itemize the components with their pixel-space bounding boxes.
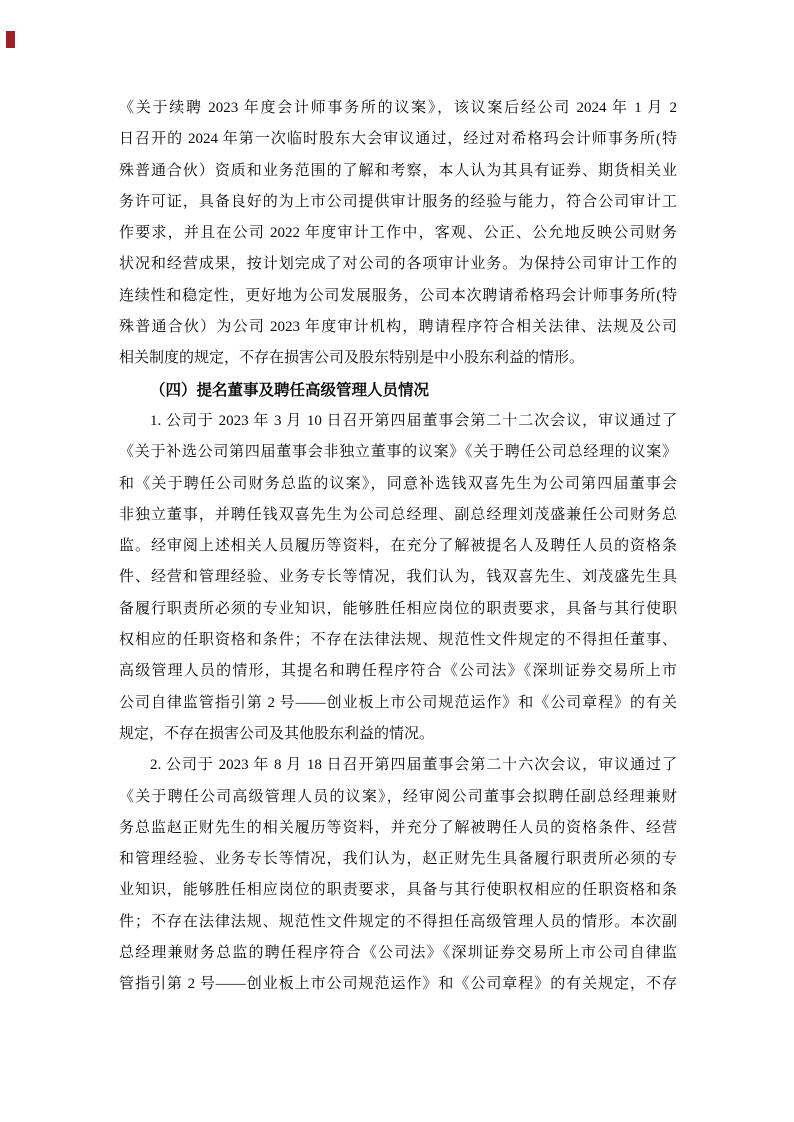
text-line: 作要求，并且在公司 2022 年度审计工作中，客观、公正、公允地反映公司财务 (119, 225, 677, 242)
text-line: 和《关于聘任公司财务总监的议案》，同意补选钱双喜先生为公司第四届董事会 (119, 475, 677, 492)
text-line: 和管理经验、业务专长等情况，我们认为，赵正财先生具备履行职责所必须的专 (119, 851, 677, 868)
text-line: 殊普通合伙）资质和业务范围的了解和考察，本人认为其具有证券、期货相关业 (119, 162, 677, 179)
section-heading-director-nomination (119, 375, 677, 406)
text-line: 监。经审阅上述相关人员履历等资料，在充分了解被提名人及聘任人员的资格条 (119, 538, 677, 555)
text-line: 《关于续聘 2023 年度会计师事务所的议案》，该议案后经公司 2024 年 1 月 2 (119, 100, 677, 116)
text-line: 务许可证，具备良好的为上市公司提供审计服务的经验与能力，符合公司审计工 (119, 193, 677, 210)
text-line: 殊普通合伙）为公司 2023 年度审计机构，聘请程序符合相关法律、法规及公司 (119, 319, 677, 336)
text-line: 权相应的任职资格和条件；不存在法律法规、规范性文件规定的不得担任董事、 (119, 632, 677, 649)
text-line: 件；不存在法律法规、规范性文件规定的不得担任高级管理人员的情形。本次副 (119, 913, 677, 930)
text-line: 公司自律监管指引第 2 号——创业板上市公司规范运作》和《公司章程》的有关 (119, 694, 677, 711)
text-line: 相关制度的规定，不存在损害公司及股东特别是中小股东利益的情形。 (119, 350, 585, 367)
text-line: 规定，不存在损害公司及其他股东利益的情况。 (119, 725, 435, 742)
text-line: 备履行职责所必须的专业知识，能够胜任相应岗位的职责要求，具备与其行使职 (119, 600, 677, 617)
section-heading: （四）提名董事及聘任高级管理人员情况 (150, 381, 430, 399)
text-line: 日召开的 2024 年第一次临时股东大会审议通过，经过对希格玛会计师事务所(特 (119, 131, 677, 148)
document-body (119, 93, 677, 1001)
text-line: 业知识，能够胜任相应岗位的职责要求，具备与其行使职权相应的任职资格和条 (119, 882, 677, 899)
text-line: 2. 公司于 2023 年 8 月 18 日召开第四届董事会第二十六次会议，审议通过了 (150, 757, 677, 774)
paragraph-audit-opinion (119, 93, 677, 375)
text-line: 《关于聘任公司高级管理人员的议案》，经审阅公司董事会拟聘任副总经理兼财 (119, 788, 677, 805)
text-line: 1. 公司于 2023 年 3 月 10 日召开第四届董事会第二十二次会议，审议通过了 (150, 412, 677, 429)
text-line: 非独立董事，并聘任钱双喜先生为公司总经理、副总经理刘茂盛兼任公司财务总 (119, 506, 677, 523)
text-line: 高级管理人员的情形，其提名和聘任程序符合《公司法》《深圳证券交易所上市 (119, 663, 677, 680)
text-line: 件、经营和管理经验、业务专长等情况，我们认为，钱双喜先生、刘茂盛先生具 (119, 569, 677, 586)
text-line: 《关于补选公司第四届董事会非独立董事的议案》《关于聘任公司总经理的议案》 (119, 444, 677, 461)
text-line: 连续性和稳定性，更好地为公司发展服务，公司本次聘请希格玛会计师事务所(特 (119, 287, 677, 304)
corner-mark-icon (6, 31, 15, 48)
text-line: 务总监赵正财先生的相关履历等资料，并充分了解被聘任人员的资格条件、经营 (119, 819, 677, 836)
text-line: 管指引第 2 号——创业板上市公司规范运作》和《公司章程》的有关规定，不存 (119, 976, 677, 993)
text-line: 总经理兼财务总监的聘任程序符合《公司法》《深圳证券交易所上市公司自律监 (119, 945, 677, 962)
paragraph-item-1 (119, 406, 677, 750)
text-line: 状况和经营成果，按计划完成了对公司的各项审计业务。为保持公司审计工作的 (119, 256, 677, 273)
paragraph-item-2 (119, 750, 677, 1000)
